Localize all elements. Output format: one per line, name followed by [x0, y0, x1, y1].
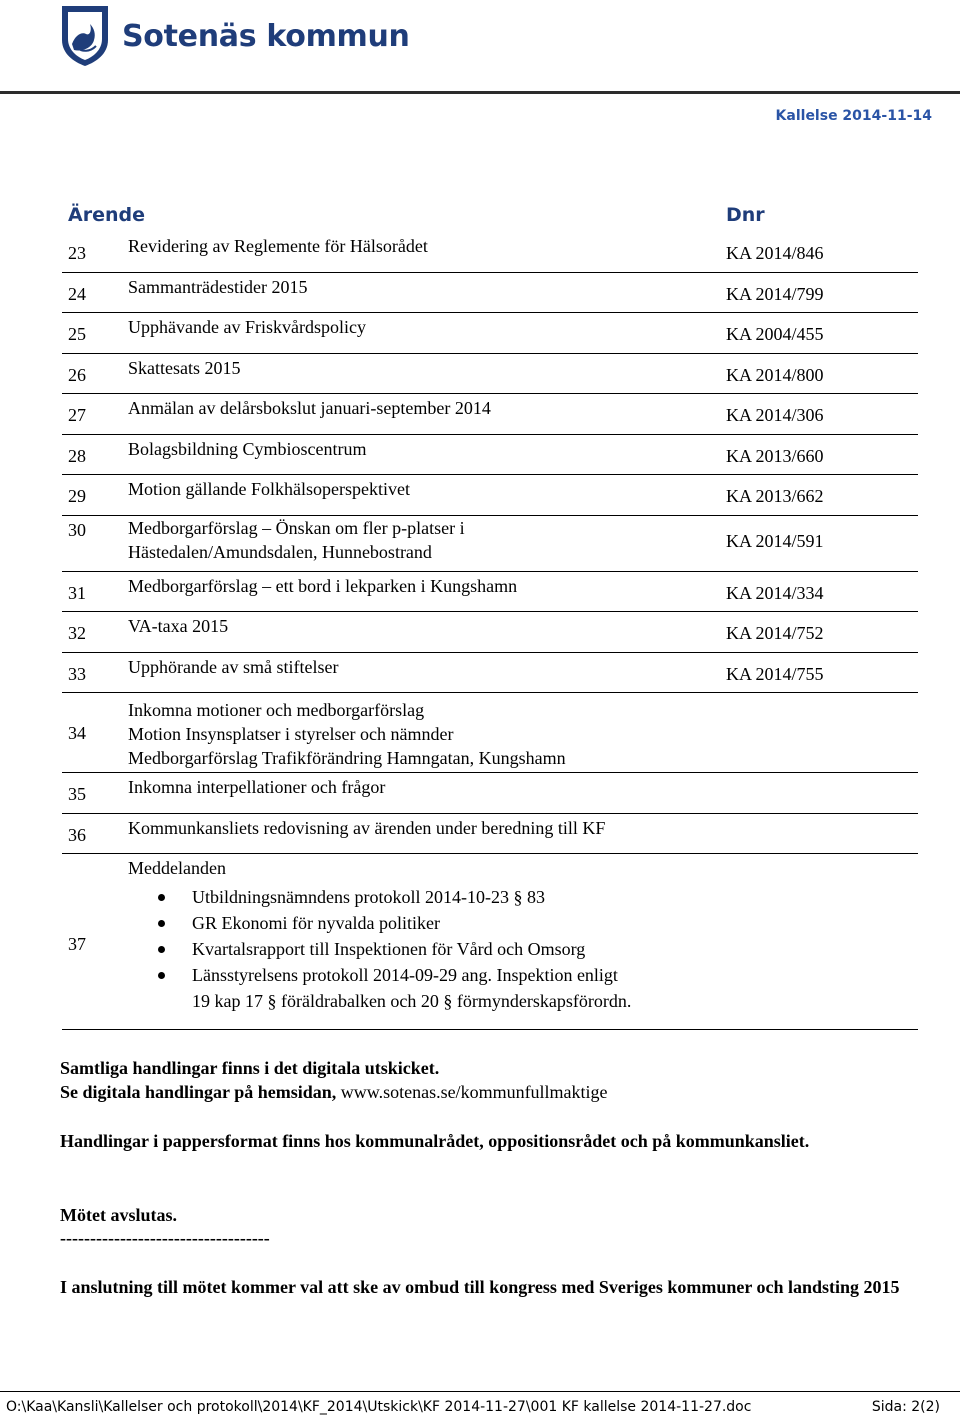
agenda-number: 35	[68, 784, 86, 804]
agenda-title	[128, 698, 566, 770]
meddelanden-list	[158, 884, 631, 1014]
notice-line	[60, 1080, 608, 1104]
agenda-title	[128, 516, 465, 564]
agenda-title-line: Motion Insynsplatser i styrelser och nämnder	[128, 724, 454, 744]
agenda-dnr: KA 2014/800	[726, 364, 824, 385]
agenda-title: Medborgarförslag – ett bord i lekparken i Kungshamn	[128, 575, 518, 596]
list-item	[158, 910, 631, 936]
list-item-text: Kvartalsrapport till Inspektionen för Vård och Omsorg	[192, 939, 586, 959]
agenda-dnr: KA 2004/455	[726, 324, 824, 344]
agenda-number: 26	[68, 364, 86, 385]
agenda-title: Meddelanden	[128, 858, 226, 878]
agenda-number: 28	[68, 445, 86, 466]
agenda-title-line: Hästedalen/Amundsdalen, Hunnebostrand	[128, 541, 432, 562]
agenda-number: 36	[68, 824, 86, 845]
list-item	[158, 936, 631, 962]
agenda-title: Motion gällande Folkhälsoperspektivet	[128, 479, 410, 499]
document-path: O:\Kaa\Kansli\Kallelser och protokoll\2014\KF_2014\Utskick\KF 2014-11-27\001 KF kallelse 2014-11-27.doc	[6, 1399, 752, 1415]
agenda-row	[62, 313, 918, 354]
agenda-title: VA-taxa 2015	[128, 616, 229, 636]
agenda-title: Sammanträdestider 2015	[128, 276, 308, 297]
meeting-closes: Mötet avslutas.	[60, 1205, 177, 1225]
agenda-row	[62, 693, 918, 773]
agenda-row	[62, 653, 918, 694]
list-item	[158, 884, 631, 910]
agenda-dnr: KA 2014/306	[726, 405, 824, 425]
dnr-heading: Dnr	[726, 204, 765, 226]
election-notice: I anslutning till mötet kommer val att ske av ombud till kongress med Sveriges kommuner och landsting 2015	[60, 1277, 900, 1297]
agenda-title: Revidering av Reglemente för Hälsorådet	[128, 236, 428, 256]
list-item-continuation: 19 kap 17 § föräldrabalken och 20 § förmynderskapsförordn.	[192, 991, 632, 1011]
agenda-dnr: KA 2014/591	[726, 530, 824, 551]
agenda-dnr: KA 2013/660	[726, 445, 824, 466]
agenda-number: 24	[68, 283, 86, 304]
agenda-dnr: KA 2014/755	[726, 663, 824, 684]
agenda-row	[62, 572, 918, 613]
agenda-dnr: KA 2014/846	[726, 243, 824, 263]
agenda-row	[62, 394, 918, 435]
paper-documents-notice: Handlingar i pappersformat finns hos kommunalrådet, oppositionsrådet och på kommunkansliet.	[60, 1131, 810, 1151]
agenda-title: Kommunkansliets redovisning av ärenden under beredning till KF	[128, 817, 606, 838]
agenda-row	[62, 516, 918, 572]
agenda-number: 27	[68, 405, 86, 425]
agenda-title: Inkomna interpellationer och frågor	[128, 777, 386, 797]
list-item-text: Utbildningsnämndens protokoll 2014-10-23 § 83	[192, 887, 545, 907]
agenda-title-line: Medborgarförslag Trafikförändring Hamngatan, Kungshamn	[128, 748, 566, 768]
agenda-row	[62, 854, 918, 1019]
agenda-number: 37	[68, 934, 86, 954]
agenda-title: Bolagsbildning Cymbioscentrum	[128, 438, 367, 459]
agenda-table	[62, 232, 918, 1019]
agenda-row	[62, 612, 918, 653]
list-item	[158, 962, 631, 1014]
page-number: Sida: 2(2)	[871, 1399, 940, 1415]
agenda-title-line: Inkomna motioner och medborgarförslag	[128, 700, 425, 720]
bullet-icon	[158, 972, 165, 979]
agenda-number: 31	[68, 582, 86, 603]
arende-heading: Ärende	[68, 204, 145, 226]
header-divider	[0, 91, 960, 94]
municipality-name: Sotenäs kommun	[122, 18, 410, 54]
municipality-crest-icon	[60, 4, 110, 68]
section-divider	[62, 1029, 918, 1030]
agenda-number: 30	[68, 519, 86, 540]
documents-notice	[60, 1056, 608, 1104]
list-item-text: Länsstyrelsens protokoll 2014-09-29 ang. Inspektion enligt	[192, 965, 618, 985]
agenda-row	[62, 273, 918, 314]
agenda-dnr: KA 2014/752	[726, 623, 824, 643]
agenda-row	[62, 354, 918, 395]
agenda-dnr: KA 2013/662	[726, 486, 824, 506]
agenda-dnr: KA 2014/799	[726, 283, 824, 304]
notice-line-bold: Se digitala handlingar på hemsidan,	[60, 1082, 337, 1102]
footer-divider	[0, 1391, 960, 1392]
agenda-number: 23	[68, 243, 86, 263]
website-link[interactable]: www.sotenas.se/kommunfullmaktige	[336, 1082, 608, 1102]
agenda-row	[62, 232, 918, 273]
agenda-number: 32	[68, 623, 86, 643]
agenda-row	[62, 435, 918, 476]
agenda-number: 29	[68, 486, 86, 506]
notice-line: Samtliga handlingar finns i det digitala utskicket.	[60, 1058, 440, 1078]
agenda-title: Upphörande av små stiftelser	[128, 656, 339, 677]
logo	[60, 4, 410, 68]
bullet-icon	[158, 894, 165, 901]
agenda-row	[62, 475, 918, 516]
bullet-icon	[158, 920, 165, 927]
list-item-text: GR Ekonomi för nyvalda politiker	[192, 913, 440, 933]
agenda-number: 34	[68, 723, 86, 743]
agenda-title: Upphävande av Friskvårdspolicy	[128, 317, 366, 337]
agenda-title-line: Medborgarförslag – Önskan om fler p-platser i	[128, 517, 465, 538]
bullet-icon	[158, 946, 165, 953]
kallelse-date: Kallelse 2014-11-14	[775, 108, 932, 124]
agenda-title: Skattesats 2015	[128, 357, 241, 378]
agenda-number: 25	[68, 324, 86, 344]
agenda-dnr: KA 2014/334	[726, 582, 824, 603]
agenda-row	[62, 773, 918, 814]
agenda-title: Anmälan av delårsbokslut januari-september 2014	[128, 398, 491, 418]
agenda-row	[62, 814, 918, 855]
agenda-number: 33	[68, 663, 86, 684]
dashed-separator: -----------------------------------	[60, 1228, 270, 1248]
